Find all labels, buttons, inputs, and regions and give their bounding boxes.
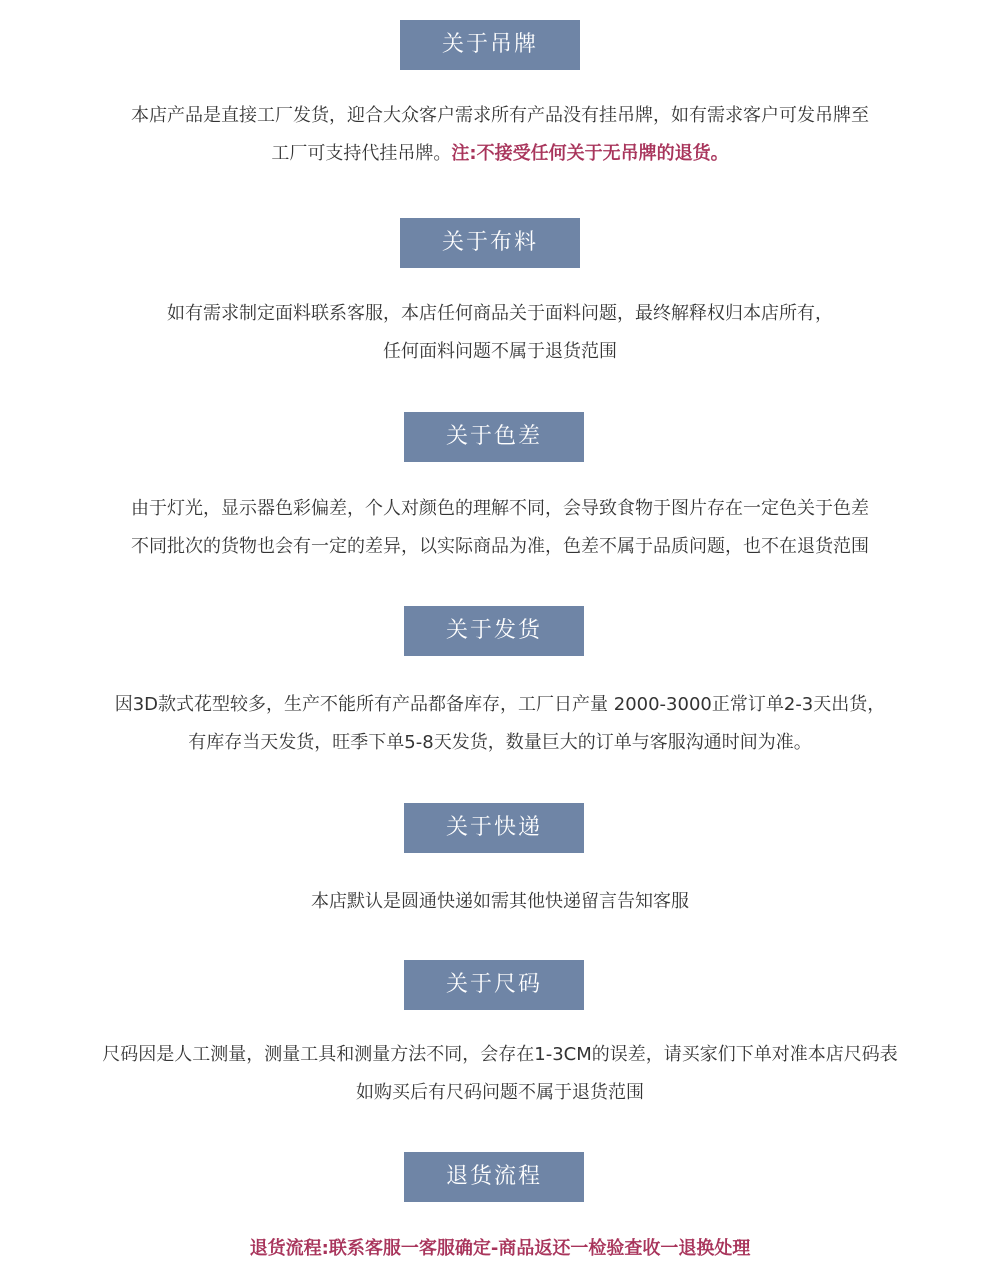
section-body-color-difference <box>0 490 1000 566</box>
section-body-size <box>0 1036 1000 1112</box>
section-title-size <box>404 960 584 1010</box>
return-policy-note: 注:不接受任何关于无吊牌的退货。 <box>451 143 729 164</box>
section-title-return-process <box>404 1152 584 1202</box>
section-body-fabric <box>0 295 1000 371</box>
body-line-with-note <box>0 135 1000 173</box>
section-title-text: 退货流程 <box>445 1164 542 1189</box>
section-title-shipping <box>404 606 584 656</box>
body-line: 不同批次的货物也会有一定的差异，以实际商品为准，色差不属于品质问题，也不在退货范围 <box>131 536 869 557</box>
body-line: 本店默认是圆通快递如需其他快递留言告知客服 <box>311 891 689 912</box>
section-title-text: 关于尺码 <box>445 972 542 997</box>
body-line: 任何面料问题不属于退货范围 <box>383 341 617 362</box>
section-title-color-difference <box>404 412 584 462</box>
body-line: 有库存当天发货，旺季下单5-8天发货，数量巨大的订单与客服沟通时间为准。 <box>188 732 812 753</box>
section-title-text: 关于布料 <box>441 230 538 255</box>
section-body-courier <box>0 883 1000 921</box>
body-line: 尺码因是人工测量，测量工具和测量方法不同，会存在1-3CM的误差，请买家们下单对准本店尺码表 <box>102 1044 898 1065</box>
body-text: 工厂可支持代挂吊牌。 <box>271 143 452 164</box>
body-line: 本店产品是直接工厂发货，迎合大众客户需求所有产品没有挂吊牌，如有需求客户可发吊牌至 <box>131 105 869 126</box>
section-title-fabric <box>400 218 580 268</box>
section-title-text: 关于快递 <box>445 815 542 840</box>
section-title-text: 关于发货 <box>445 618 542 643</box>
section-body-return-process <box>0 1230 1000 1268</box>
section-title-courier <box>404 803 584 853</box>
body-line: 由于灯光，显示器色彩偏差，个人对颜色的理解不同，会导致食物于图片存在一定色关于色差 <box>131 498 869 519</box>
body-line: 如有需求制定面料联系客服，本店任何商品关于面料问题，最终解释权归本店所有， <box>167 303 833 324</box>
section-body-shipping <box>0 686 1000 762</box>
body-line: 因3D款式花型较多，生产不能所有产品都备库存，工厂日产量 2000-3000正常订单2-3天出货， <box>114 694 886 715</box>
body-line: 如购买后有尺码问题不属于退货范围 <box>356 1082 644 1103</box>
section-body-tags <box>0 97 1000 173</box>
section-title-text: 关于色差 <box>445 424 542 449</box>
section-title-tags <box>400 20 580 70</box>
return-process-steps: 退货流程:联系客服一客服确定-商品返还一检验查收一退换处理 <box>249 1238 751 1259</box>
section-title-text: 关于吊牌 <box>441 32 538 57</box>
